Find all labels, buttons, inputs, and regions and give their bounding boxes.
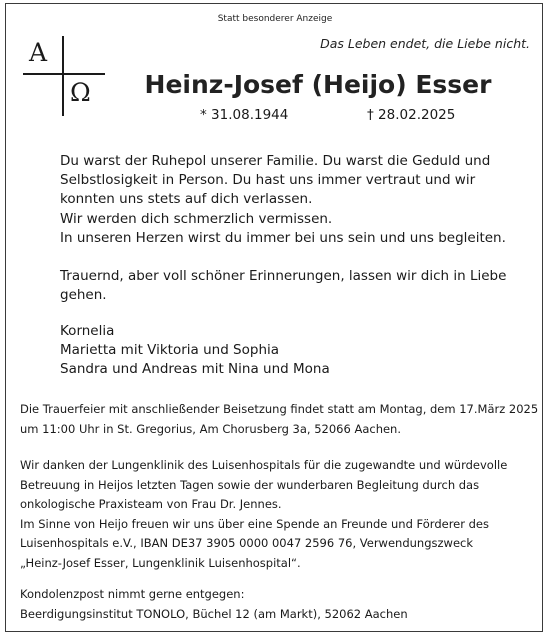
funeral-info — [20, 400, 538, 439]
poem-line: Selbstlosigkeit in Person. Du hast uns immer vertraut und wir — [60, 172, 476, 189]
family-signatures — [60, 322, 330, 379]
poem-line: Wir werden dich schmerzlich vermissen. — [60, 210, 333, 227]
poem-line: konnten uns stets auf dich verlassen. — [60, 191, 313, 208]
thanks-line: Wir danken der Lungenklinik des Luisenhospitals für die zugewandte und würdevolle — [20, 458, 508, 472]
notice-text: Statt besonderer Anzeige — [217, 14, 333, 24]
condolence-line: Kondolenzpost nimmt gerne entgegen: — [20, 587, 245, 601]
poem-line: Trauernd, aber voll schöner Erinnerungen, lassen wir dich in Liebe — [60, 268, 507, 285]
poem-block — [60, 152, 506, 305]
poem-line: Du warst der Ruhepol unserer Familie. Du warst die Geduld und — [60, 153, 491, 169]
thanks-line: „Heinz-Josef Esser, Lungenklinik Luisenhospital“. — [20, 555, 301, 570]
condolence-line: Beerdigungsinstitut TONOLO, Büchel 12 (am Markt), 52062 Aachen — [20, 606, 408, 621]
funeral-line: um 11:00 Uhr in St. Gregorius, Am Chorusberg 3a, 52066 Aachen. — [20, 421, 402, 436]
thanks-line: Im Sinne von Heijo freuen wir uns über eine Spende an Freunde und Förderer des — [20, 516, 489, 531]
thanks-line: Betreuung in Heijos letzten Tagen sowie der wunderbaren Begleitung durch das — [20, 477, 480, 492]
alpha-glyph: A — [29, 38, 48, 67]
thanks-donation-info — [20, 456, 507, 573]
omega-glyph: Ω — [70, 78, 91, 107]
birth-date: * 31.08.1944 — [200, 107, 289, 123]
poem-line: gehen. — [60, 287, 107, 304]
funeral-line: Die Trauerfeier mit anschließender Beisetzung findet statt am Montag, dem 17.März 2025 — [20, 402, 539, 416]
motto-text: Das Leben endet, die Liebe nicht. — [320, 36, 530, 51]
deceased-name: Heinz-Josef (Heijo) Esser — [144, 70, 492, 99]
family-member-line: Kornelia — [60, 323, 115, 339]
condolence-info — [20, 585, 408, 624]
family-member-line: Marietta mit Viktoria und Sophia — [60, 342, 280, 358]
thanks-line: onkologische Praxisteam von Frau Dr. Jennes. — [20, 497, 282, 511]
death-date: † 28.02.2025 — [367, 107, 456, 123]
thanks-line: Luisenhospitals e.V., IBAN DE37 3905 0000 0047 2596 76, Verwendungszweck — [20, 536, 473, 550]
family-member-line: Sandra und Andreas mit Nina und Mona — [60, 361, 330, 377]
poem-line: In unseren Herzen wirst du immer bei uns sein und uns begleiten. — [60, 229, 506, 246]
